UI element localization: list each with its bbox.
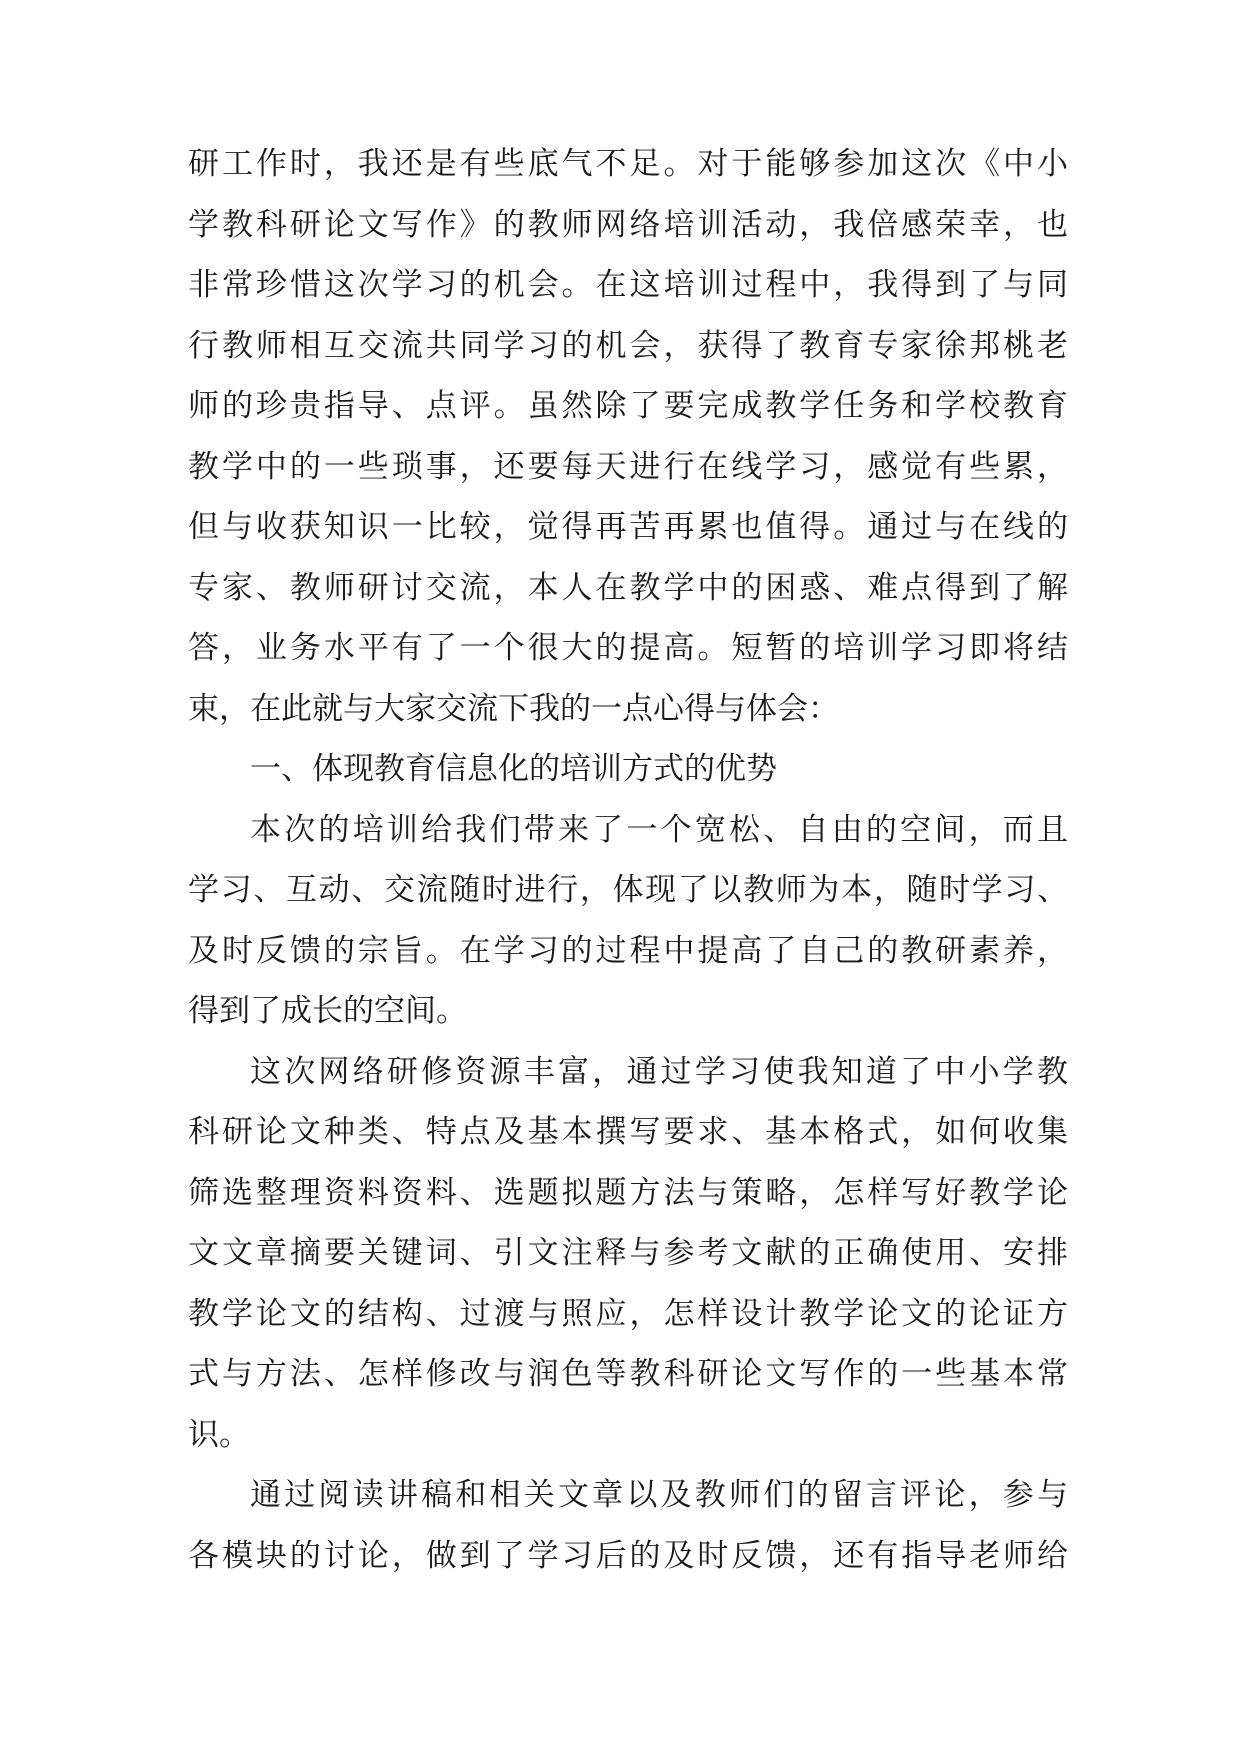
text-line: 束，在此就与大家交流下我的一点心得与体会： [188,690,839,727]
text-line: 学习、互动、交流随时进行，体现了以教师为本，随时学习、 [188,872,1068,908]
text-line: 式与方法、怎样修改与润色等教科研论文写作的一些基本常 [188,1356,1068,1392]
text-line: 及时反馈的宗旨。在学习的过程中提高了自己的教研素养， [188,932,1068,969]
text-line: 筛选整理资料资料、选题拟题方法与策略，怎样写好教学论 [188,1174,1068,1211]
section-heading: 一、体现教育信息化的培训方式的优势 [250,751,777,787]
text-line: 识。 [188,1416,250,1453]
text-line: 这次网络研修资源丰富，通过学习使我知道了中小学教 [250,1053,1068,1090]
text-line: 教学中的一些琐事，还要每天进行在线学习，感觉有些累， [188,448,1068,485]
text-line: 文文章摘要关键词、引文注释与参考文献的正确使用、安排 [188,1235,1068,1271]
text-line: 本次的培训给我们带来了一个宽松、自由的空间，而且 [250,811,1068,848]
text-line: 答，业务水平有了一个很大的提高。短暂的培训学习即将结 [188,630,1068,666]
text-line: 科研论文种类、特点及基本撰写要求、基本格式，如何收集 [188,1114,1068,1150]
text-line: 但与收获知识一比较，觉得再苦再累也值得。通过与在线的 [188,509,1068,545]
text-line: 研工作时，我还是有些底气不足。对于能够参加这次《中小 [188,146,1068,182]
text-line: 教学论文的结构、过渡与照应，怎样设计教学论文的论证方 [188,1295,1068,1332]
text-line: 行教师相互交流共同学习的机会，获得了教育专家徐邦桃老 [188,327,1068,364]
text-line: 各模块的讨论，做到了学习后的及时反馈，还有指导老师给 [188,1537,1068,1574]
text-line: 得到了成长的空间。 [188,993,467,1029]
text-line: 学教科研论文写作》的教师网络培训活动，我倍感荣幸，也 [188,206,1068,243]
text-line: 非常珍惜这次学习的机会。在这培训过程中，我得到了与同 [188,267,1068,303]
text-line: 师的珍贵指导、点评。虽然除了要完成教学任务和学校教育 [188,388,1068,424]
text-line: 通过阅读讲稿和相关文章以及教师们的留言评论，参与 [250,1477,1068,1513]
text-line: 专家、教师研讨交流，本人在教学中的困惑、难点得到了解 [188,569,1068,606]
body-text [188,134,1068,1586]
